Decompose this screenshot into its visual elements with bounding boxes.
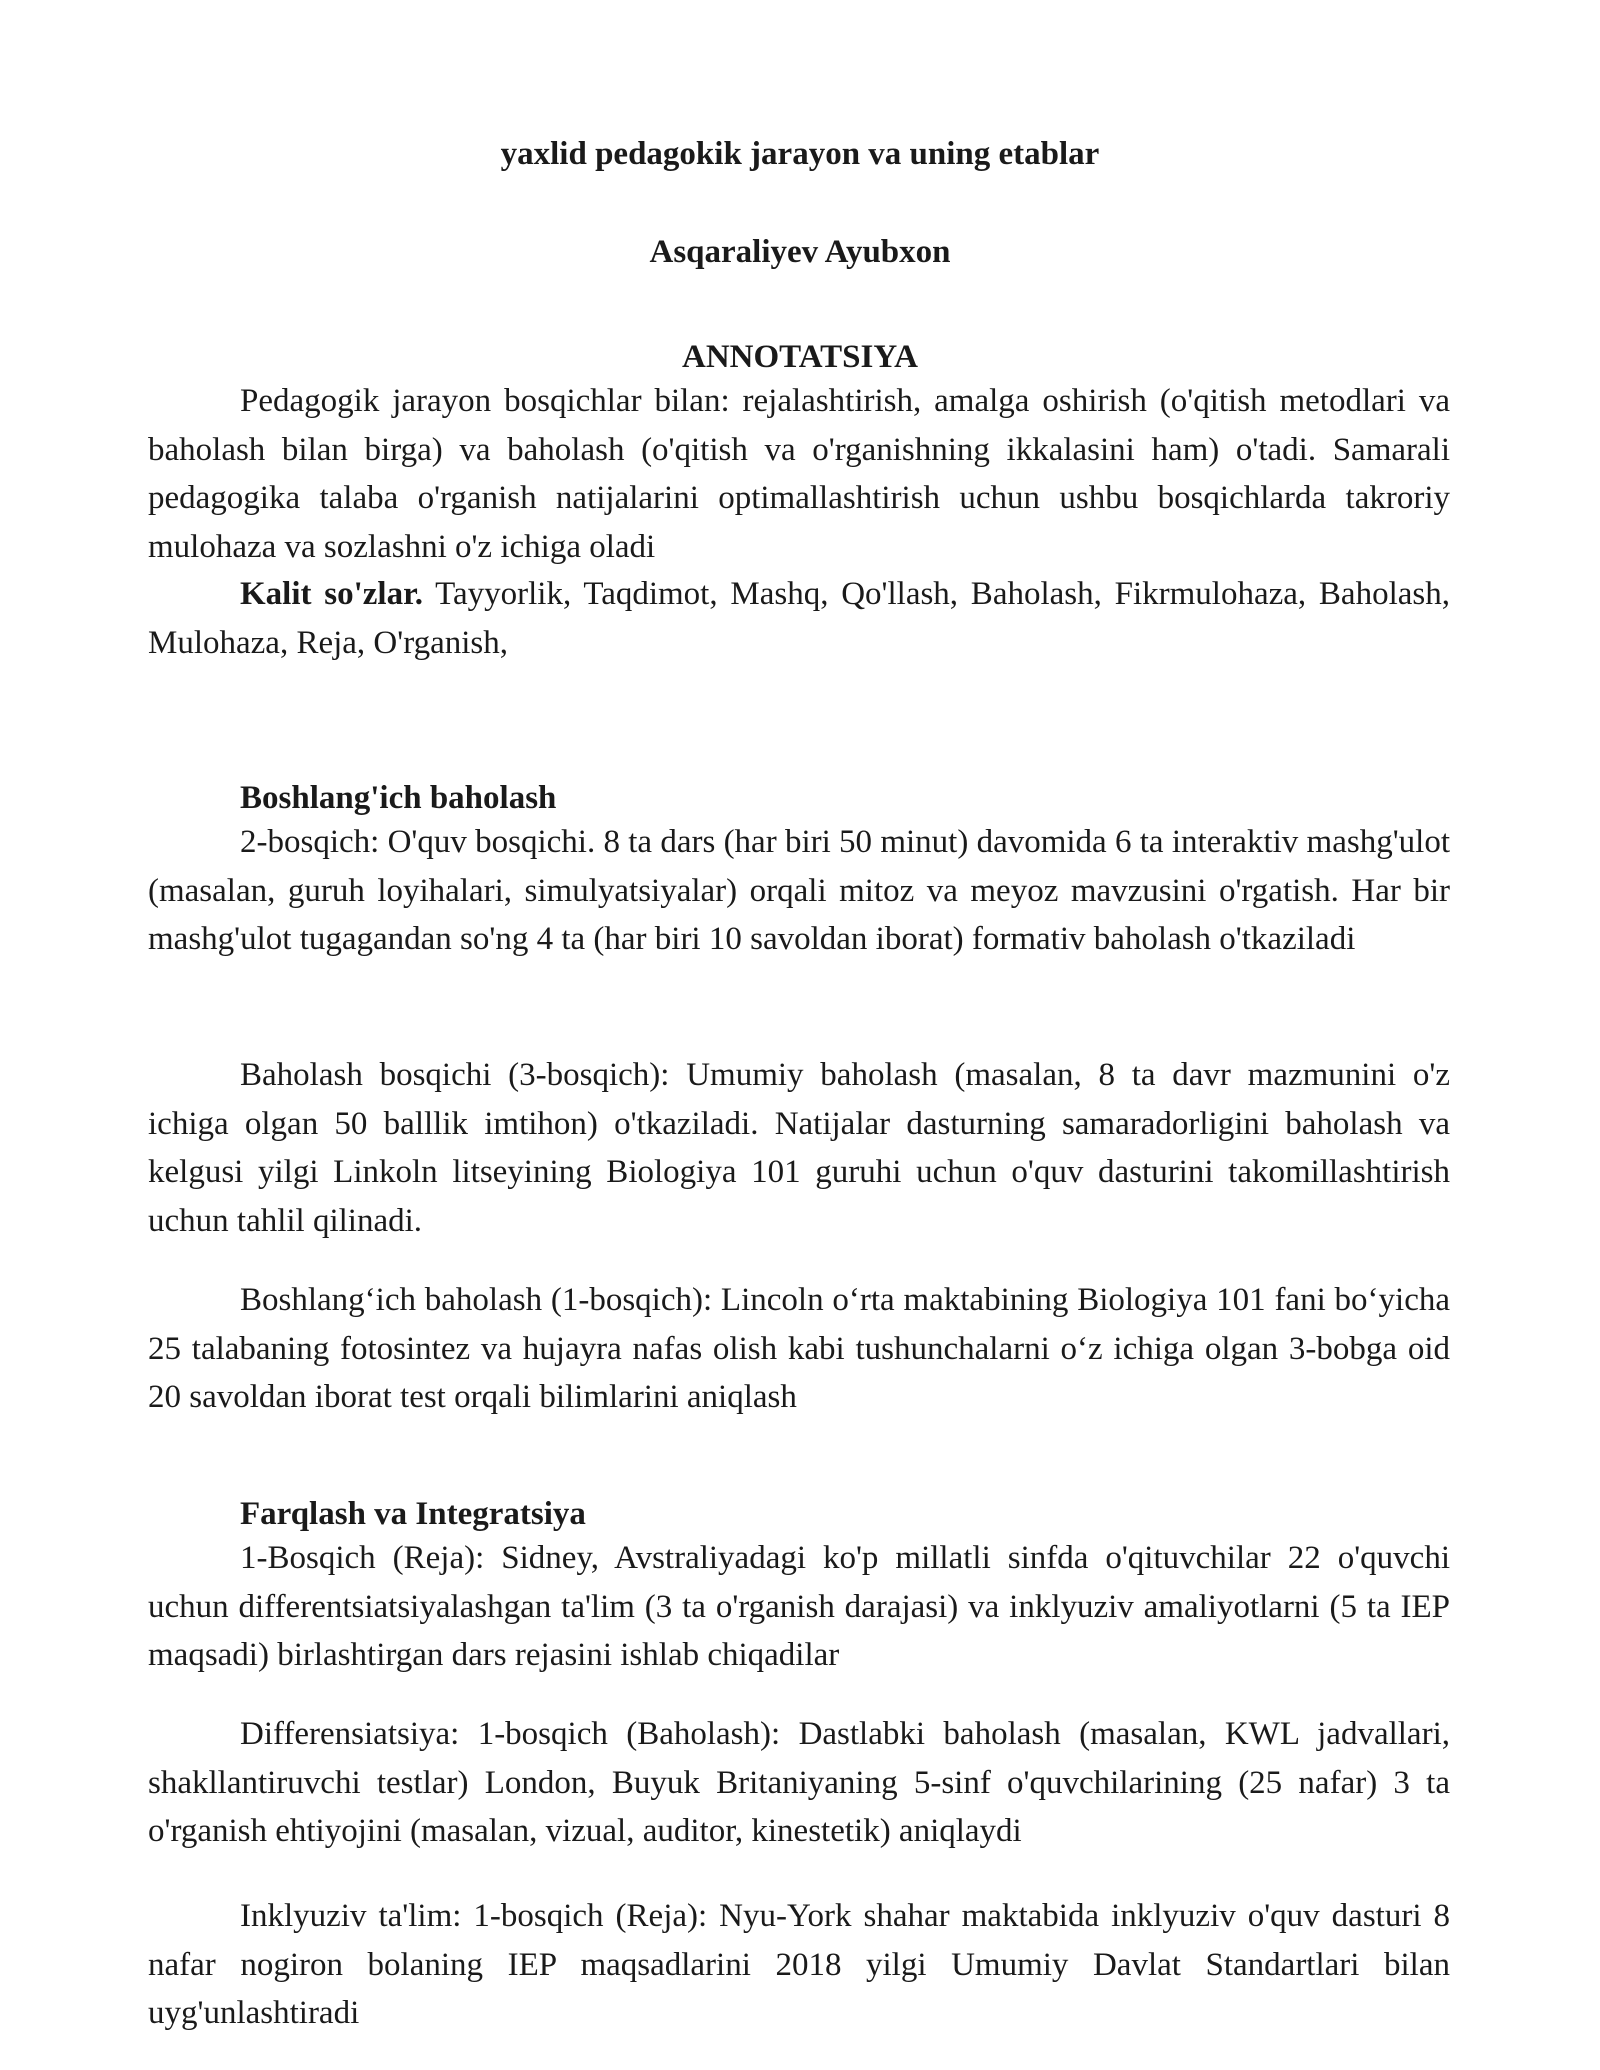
keywords-text: Tayyorlik, Taqdimot, Mashq, Qo'llash, Baholash, Fikrmulohaza, Baholash, Mulohaza, Reja, O'rganish,: [148, 576, 1450, 661]
section-heading: Farqlash va Integratsiya: [240, 1496, 586, 1532]
annotation-heading: ANNOTATSIYA: [682, 339, 918, 375]
section-heading: Boshlang'ich baholash: [240, 780, 557, 816]
keywords-paragraph: [148, 570, 1450, 667]
paragraph: Baholash bosqichi (3-bosqich): Umumiy baholash (masalan, 8 ta davr mazmunini o'z ichiga olgan 50 balllik imtihon) o'tkaziladi. Natijalar dasturning samaradorligini baholash va kelgusi yilgi Linkoln litseyining Biologiya 101 guruhi uchun o'quv dasturini takomillashtirish uchun tahlil qilinadi.: [148, 1057, 1450, 1239]
author-name: Asqaraliyev Ayubxon: [649, 234, 951, 270]
paragraph: 1-Bosqich (Reja): Sidney, Avstraliyadagi ko'p millatli sinfda o'qituvchilar 22 o'quvchi uchun differentsiatsiyalashgan ta'lim (3 ta o'rganish darajasi) va inklyuziv amaliyotlarni (5 ta IEP maqsadi) birlashtirgan dars rejasini ishlab chiqadilar: [148, 1540, 1450, 1673]
paragraph: Differensiatsiya: 1-bosqich (Baholash): Dastlabki baholash (masalan, KWL jadvallari, shakllantiruvchi testlar) London, Buyuk Britaniyaning 5-sinf o'quvchilarining (25 nafar) 3 ta o'rganish ehtiyojini (masalan, vizual, auditor, kinestetik) aniqlaydi: [148, 1716, 1450, 1849]
annotation-paragraph: Pedagogik jarayon bosqichlar bilan: rejalashtirish, amalga oshirish (o'qitish metodlari va baholash bilan birga) va baholash (o'qitish va o'rganishning ikkalasini ham) o'tadi. Samarali pedagogika talaba o'rganish natijalarini optimallashtirish uchun ushbu bosqichlarda takroriy mulohaza va sozlashni o'z ichiga oladi: [148, 383, 1450, 565]
paragraph: Inklyuziv ta'lim: 1-bosqich (Reja): Nyu-York shahar maktabida inklyuziv o'quv dasturi 8 nafar nogiron bolaning IEP maqsadlarini 2018 yilgi Umumiy Davlat Standartlari bilan uyg'unlashtiradi: [148, 1898, 1450, 2031]
document-title: yaxlid pedagokik jarayon va uning etablar: [500, 136, 1100, 172]
paragraph: Boshlang‘ich baholash (1-bosqich): Lincoln o‘rta maktabining Biologiya 101 fani bo‘yicha 25 talabaning fotosintez va hujayra nafas olish kabi tushunchalarni o‘z ichiga olgan 3-bobga oid 20 savoldan iborat test orqali bilimlarini aniqlash: [148, 1282, 1450, 1415]
keywords-label: Kalit so'zlar.: [240, 576, 423, 612]
paragraph: 2-bosqich: O'quv bosqichi. 8 ta dars (har biri 50 minut) davomida 6 ta interaktiv mashg'ulot (masalan, guruh loyihalari, simulyatsiyalar) orqali mitoz va meyoz mavzusini o'rgatish. Har bir mashg'ulot tugagandan so'ng 4 ta (har biri 10 savoldan iborat) formativ baholash o'tkaziladi: [148, 824, 1450, 957]
